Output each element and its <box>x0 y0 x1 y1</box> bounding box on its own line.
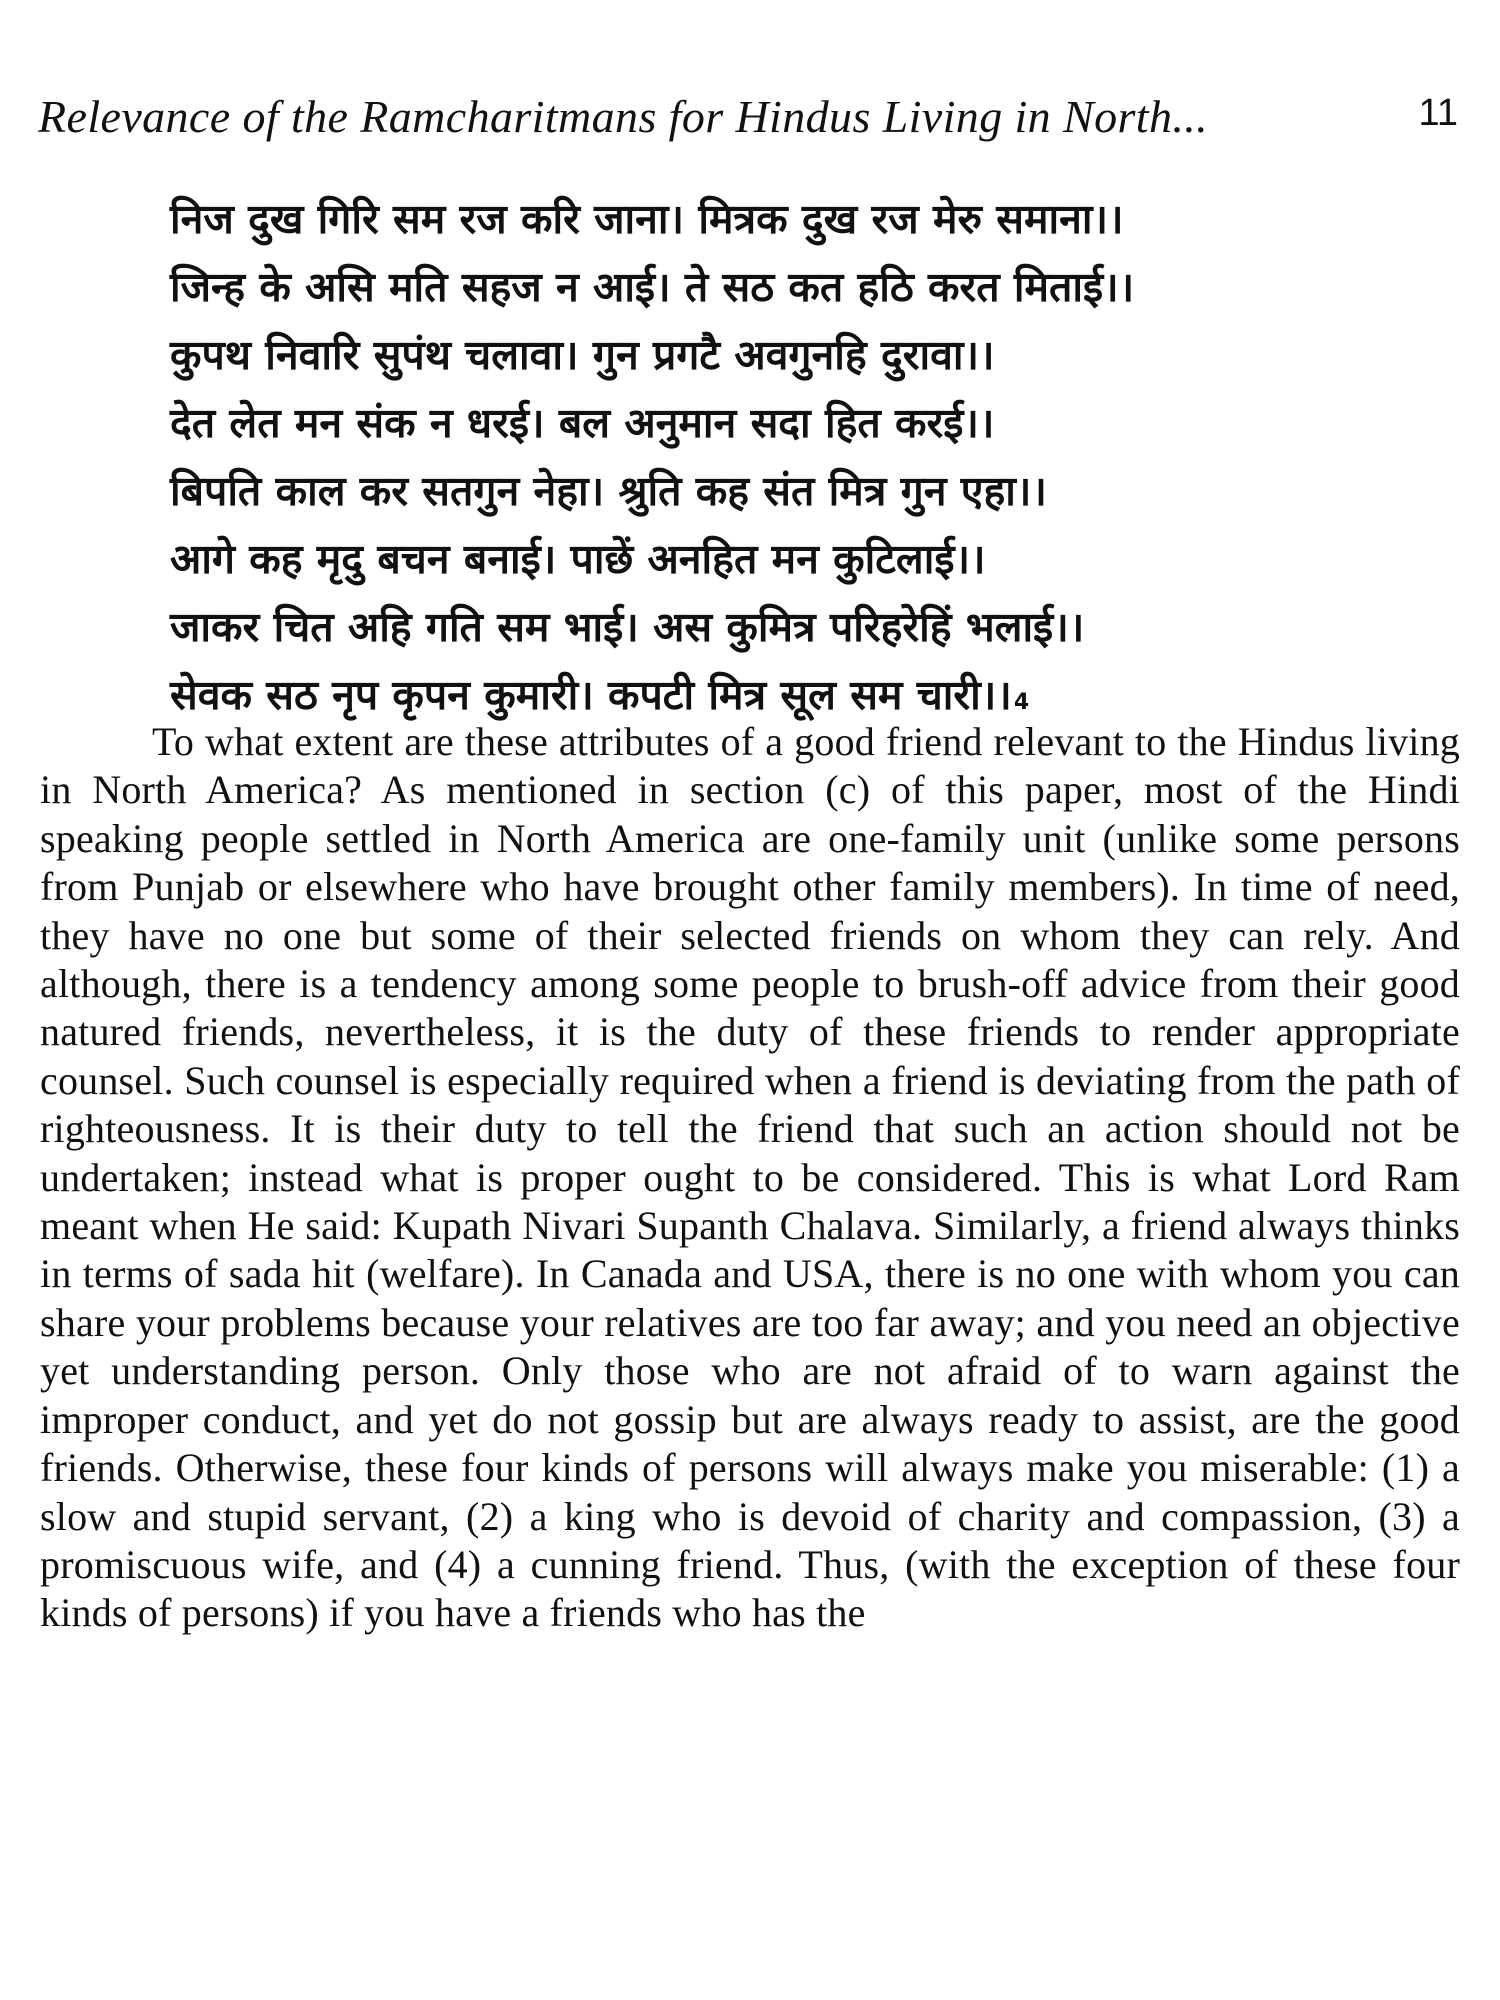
verse-line: जाकर चित अहि गति सम भाई। अस कुमित्र परिहरेहिं भलाई।। <box>170 603 1085 651</box>
page-header <box>38 90 1458 150</box>
verse-line: आगे कह मृदु बचन बनाई। पाछें अनहित मन कुटिलाई।। <box>170 535 986 583</box>
verse-text: सेवक सठ नृप कृपन कुमारी। कपटी मित्र सूल सम चारी।। <box>170 671 1012 719</box>
running-title: Relevance of the Ramcharitmans for Hindus Living in North... <box>38 91 1209 142</box>
commentary-paragraph: To what extent are these attributes of a good friend relevant to the Hindus living in North America? As mentioned in section (c) of this paper, most of the Hindi speaking people settled in North America are one-family unit (unlike some persons from Punjab or elsewhere who have brought other family members). In time of need, they have no one but some of their selected friends on whom they can rely. And although, there is a tendency among some people to brush-off advice from their good natured friends, nevertheless, it is the duty of these friends to render appropriate counsel. Such counsel is especially required when a friend is deviating from the path of righteousness. It is their duty to tell the friend that such an action should not be undertaken; instead what is proper ought to be considered. This is what Lord Ram meant when He said: Kupath Nivari Supanth Chalava. Similarly, a friend always thinks in terms of sada hit (welfare). In Canada and USA, there is no one with whom you can share your problems because your relatives are too far away; and you need an objective yet understanding person. Only those who are not afraid of to warn against the improper conduct, and yet do not gossip but are always ready to assist, are the good friends. Otherwise, these four kinds of persons will always make you miserable: (1) a slow and stupid servant, (2) a king who is devoid of charity and compassion, (3) a promiscuous wife, and (4) a cunning friend. Thus, (with the exception of these four kinds of persons) if you have a friends who has the <box>40 719 1460 1636</box>
verse-line: कुपथ निवारि सुपंथ चलावा। गुन प्रगटै अवगुनहि दुरावा।। <box>170 331 995 379</box>
page-number: 11 <box>1418 92 1458 134</box>
verse-line: बिपति काल कर सतगुन नेहा। श्रुति कह संत मित्र गुन एहा।। <box>170 467 1047 515</box>
verse-line: जिन्ह के असि मति सहज न आई। ते सठ कत हठि करत मिताई।। <box>170 263 1135 311</box>
verse-block <box>170 190 1400 734</box>
verse-line: निज दुख गिरि सम रज करि जाना। मित्रक दुख रज मेरु समाना।। <box>170 195 1124 243</box>
verse-line: देत लेत मन संक न धरई। बल अनुमान सदा हित करई।। <box>170 399 995 447</box>
footnote-marker: 4 <box>1013 690 1030 715</box>
